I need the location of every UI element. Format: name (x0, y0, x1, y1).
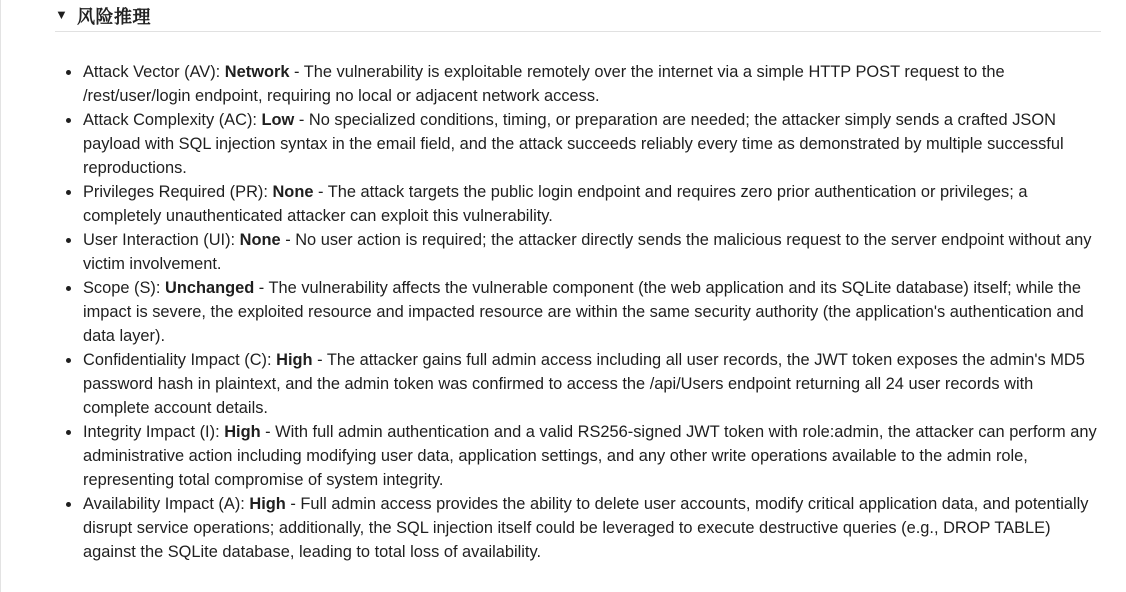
section-header-toggle[interactable] (55, 0, 1101, 32)
metric-value: High (249, 495, 286, 513)
metric-value: Network (224, 63, 290, 81)
metric-value: None (272, 183, 314, 201)
bullet (66, 70, 71, 75)
metric-label: Scope (S): (83, 279, 165, 297)
list-item (55, 420, 1101, 492)
metric-value: Low (261, 111, 295, 129)
list-item (55, 228, 1101, 276)
metric-description: - The attack targets the public login endpoint and requires zero prior authentication or privileges; a completely unauthenticated attacker can exploit this vulnerability. (83, 183, 1028, 225)
metric-description: - Full admin access provides the ability to delete user accounts, modify critical application data, and potentially disrupt service operations; additionally, the SQL injection itself could be leveraged to execute destructive queries (e.g., DROP TABLE) against the SQLite database, leading to total loss of availability. (83, 495, 1089, 561)
list-item (55, 348, 1101, 420)
metric-label: Privileges Required (PR): (83, 183, 273, 201)
bullet (66, 430, 71, 435)
list-item (55, 492, 1101, 564)
metric-description: - No specialized conditions, timing, or preparation are needed; the attacker simply sends a crafted JSON payload with SQL injection syntax in the email field, and the attack succeeds reliably every time as demonstrated by multiple successful reproductions. (83, 111, 1064, 177)
list-item (55, 276, 1101, 348)
list-item (55, 180, 1101, 228)
metric-description: - The vulnerability is exploitable remotely over the internet via a simple HTTP POST request to the /rest/user/login endpoint, requiring no local or adjacent network access. (83, 63, 1005, 105)
metric-description: - The vulnerability affects the vulnerable component (the web application and its SQLite database) itself; while the impact is severe, the exploited resource and impacted resource are within the same security authority (the application's authentication and data layer). (83, 279, 1084, 345)
bullet (66, 190, 71, 195)
metric-value: None (239, 231, 281, 249)
metric-label: Integrity Impact (I): (83, 423, 225, 441)
bullet (66, 358, 71, 363)
metric-value: High (276, 351, 313, 369)
bullet (66, 502, 71, 507)
metric-label: Availability Impact (A): (83, 495, 250, 513)
metric-description: - The attacker gains full admin access including all user records, the JWT token exposes the admin's MD5 password hash in plaintext, and the admin token was confirmed to access the /api/Users endpoint returning all 24 user records with complete account details. (83, 351, 1085, 417)
triangle-down-icon[interactable]: ▼ (55, 7, 68, 22)
metric-label: Attack Complexity (AC): (83, 111, 262, 129)
metric-value: High (224, 423, 261, 441)
bullet (66, 118, 71, 123)
list-item (55, 108, 1101, 180)
metric-description: - No user action is required; the attacker directly sends the malicious request to the server endpoint without any victim involvement. (83, 231, 1092, 273)
metric-value: Unchanged (165, 279, 255, 297)
risk-reasoning-section (55, 0, 1101, 564)
list-item (55, 60, 1101, 108)
section-title: 风险推理 (77, 6, 151, 28)
cvss-metric-list (55, 60, 1101, 564)
metric-description: - With full admin authentication and a valid RS256-signed JWT token with role:admin, the attacker can perform any administrative action including modifying user data, application settings, and any other write operations available to the admin role, representing total compromise of system integrity. (83, 423, 1097, 489)
bullet (66, 286, 71, 291)
metric-label: User Interaction (UI): (83, 231, 240, 249)
metric-label: Confidentiality Impact (C): (83, 351, 277, 369)
bullet (66, 238, 71, 243)
metric-label: Attack Vector (AV): (83, 63, 225, 81)
